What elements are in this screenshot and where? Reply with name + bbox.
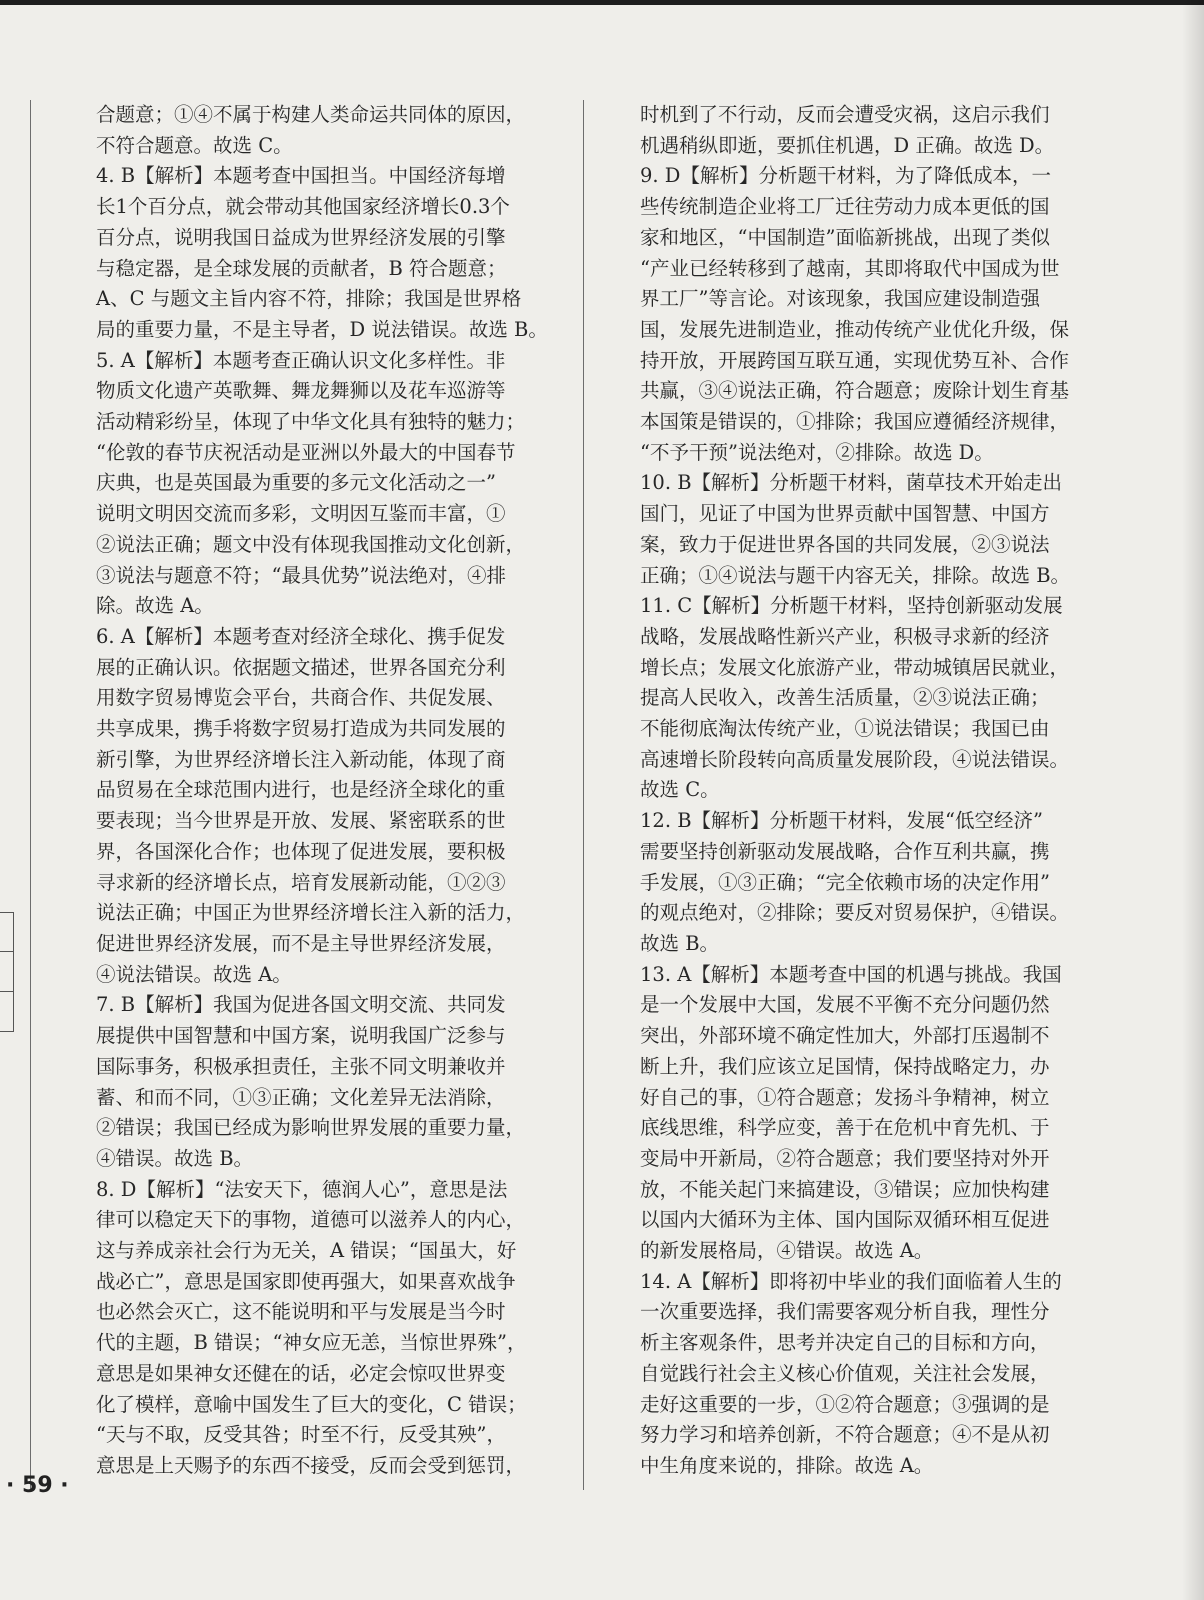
text-line: 正确；①④说法与题干内容无关，排除。故选 B。 — [640, 563, 1071, 587]
column-divider — [583, 100, 584, 1490]
text-line: 寻求新的经济增长点，培育发展新动能，①②③ — [96, 870, 506, 894]
text-line: 故选 C。 — [640, 778, 720, 802]
text-line: 5. A【解析】本题考查正确认识文化多样性。非 — [96, 348, 506, 372]
text-line: 案，致力于促进世界各国的共同发展，②③说法 — [640, 532, 1050, 556]
text-line: 14. A【解析】即将初中毕业的我们面临着人生的 — [640, 1269, 1062, 1293]
text-line: 战必亡”，意思是国家即使再强大，如果喜欢战争 — [96, 1269, 516, 1293]
text-line: 7. B【解析】我国为促进各国文明交流、共同发 — [96, 993, 506, 1017]
text-line: 物质文化遗产英歌舞、舞龙舞狮以及花车巡游等 — [96, 379, 506, 403]
text-line: 局的重要力量，不是主导者，D 说法错误。故选 B。 — [96, 317, 548, 341]
text-line: ③说法与题意不符；“最具优势”说法绝对，④排 — [96, 563, 506, 587]
text-line: 化了模样，意喻中国发生了巨大的变化，C 错误； — [96, 1392, 527, 1416]
text-line: 促进世界经济发展，而不是主导世界经济发展， — [96, 931, 506, 955]
text-line: 说明文明因交流而多彩，文明因互鉴而丰富，① — [96, 502, 506, 526]
text-line: 品贸易在全球范围内进行，也是经济全球化的重 — [96, 778, 506, 802]
text-line: 代的主题，B 错误；“神女应无恙，当惊世界殊”， — [96, 1331, 527, 1355]
text-line: 活动精彩纷呈，体现了中华文化具有独特的魅力； — [96, 410, 526, 434]
text-line: 意思是如果神女还健在的话，必定会惊叹世界变 — [96, 1361, 506, 1385]
text-line: 与稳定器，是全球发展的贡献者，B 符合题意； — [96, 256, 507, 280]
text-line: 好自己的事，①符合题意；发扬斗争精神，树立 — [640, 1085, 1050, 1109]
text-line: 13. A【解析】本题考查中国的机遇与挑战。我国 — [640, 962, 1062, 986]
text-line: 界工厂”等言论。对该现象，我国应建设制造强 — [640, 287, 1040, 311]
text-line: 长1个百分点，就会带动其他国家经济增长0.3个 — [96, 195, 510, 219]
text-line: 新引擎，为世界经济增长注入新动能，体现了商 — [96, 747, 506, 771]
text-line: 6. A【解析】本题考查对经济全球化、携手促发 — [96, 624, 506, 648]
text-line: 本国策是错误的，①排除；我国应遵循经济规律， — [640, 410, 1070, 434]
text-line: 合题意；①④不属于构建人类命运共同体的原因， — [96, 103, 526, 126]
text-line: 的新发展格局，④错误。故选 A。 — [640, 1239, 934, 1263]
text-line: 努力学习和培养创新，不符合题意；④不是从初 — [640, 1423, 1050, 1447]
text-line: 一次重要选择，我们需要客观分析自我，理性分 — [640, 1300, 1050, 1324]
text-line: 增长点；发展文化旅游产业，带动城镇居民就业， — [640, 655, 1070, 679]
text-line: 自觉践行社会主义核心价值观，关注社会发展， — [640, 1361, 1050, 1385]
text-line: 要表现；当今世界是开放、发展、紧密联系的世 — [96, 809, 506, 833]
left-answer-column — [96, 100, 552, 1482]
text-line: ④错误。故选 B。 — [96, 1146, 254, 1170]
right-answer-column — [640, 100, 1096, 1482]
text-line: 战略，发展战略性新兴产业，积极寻求新的经济 — [640, 624, 1050, 648]
text-line: 律可以稳定天下的事物，道德可以滋养人的内心， — [96, 1208, 526, 1232]
text-line: 中生角度来说的，排除。故选 A。 — [640, 1453, 934, 1477]
text-line: 不符合题意。故选 C。 — [96, 133, 293, 157]
text-line: 是一个发展中大国，发展不平衡不充分问题仍然 — [640, 993, 1050, 1017]
text-line: 除。故选 A。 — [96, 594, 214, 618]
text-line: 以国内大循环为主体、国内国际双循环相互促进 — [640, 1208, 1050, 1232]
text-line: 4. B【解析】本题考查中国担当。中国经济每增 — [96, 164, 506, 188]
text-line: 用数字贸易博览会平台，共商合作、共促发展、 — [96, 686, 506, 710]
text-line: 提高人民收入，改善生活质量，②③说法正确； — [640, 686, 1050, 710]
text-line: 9. D【解析】分析题干材料，为了降低成本，一 — [640, 164, 1051, 188]
text-line: 持开放，开展跨国互联互通，实现优势互补、合作 — [640, 348, 1070, 372]
text-line: 高速增长阶段转向高质量发展阶段，④说法错误。 — [640, 747, 1070, 771]
text-line: 百分点，说明我国日益成为世界经济发展的引擎 — [96, 225, 506, 249]
text-line: 8. D【解析】“法安天下，德润人心”，意思是法 — [96, 1177, 508, 1201]
text-line: 国门，见证了中国为世界贡献中国智慧、中国方 — [640, 502, 1050, 526]
text-line: 国，发展先进制造业，推动传统产业优化升级，保 — [640, 317, 1070, 341]
text-line: 也必然会灭亡，这不能说明和平与发展是当今时 — [96, 1300, 506, 1324]
scan-top-edge — [0, 0, 1204, 5]
text-line: 11. C【解析】分析题干材料，坚持创新驱动发展 — [640, 594, 1063, 618]
text-line: 展提供中国智慧和中国方案，说明我国广泛参与 — [96, 1024, 506, 1048]
text-line: 变局中开新局，②符合题意；我们要坚持对外开 — [640, 1146, 1050, 1170]
text-line: 意思是上天赐予的东西不接受，反而会受到惩罚， — [96, 1453, 526, 1477]
text-line: 放，不能关起门来搞建设，③错误；应加快构建 — [640, 1177, 1050, 1201]
text-line: 共赢，③④说法正确，符合题意；废除计划生育基 — [640, 379, 1070, 403]
text-line: 共享成果，携手将数字贸易打造成为共同发展的 — [96, 717, 506, 741]
left-rule — [30, 100, 31, 1490]
text-line: 机遇稍纵即逝，要抓住机遇，D 正确。故选 D。 — [640, 133, 1055, 157]
text-line: 这与养成亲社会行为无关，A 错误；“国虽大，好 — [96, 1239, 517, 1263]
text-line: A、C 与题文主旨内容不符，排除；我国是世界格 — [96, 287, 522, 311]
text-line: “伦敦的春节庆祝活动是亚洲以外最大的中国春节 — [96, 440, 516, 464]
text-line: 时机到了不行动，反而会遭受灾祸，这启示我们 — [640, 103, 1050, 126]
text-line: 庆典，也是英国最为重要的多元文化活动之一” — [96, 471, 496, 495]
text-line: 些传统制造企业将工厂迁往劳动力成本更低的国 — [640, 195, 1050, 219]
text-line: 故选 B。 — [640, 931, 720, 955]
text-line: 析主客观条件，思考并决定自己的目标和方向， — [640, 1331, 1050, 1355]
text-line: 需要坚持创新驱动发展战略，合作互利共赢，携 — [640, 839, 1050, 863]
text-line: 展的正确认识。依据题文描述，世界各国充分利 — [96, 655, 506, 679]
text-line: 蓄、和而不同，①③正确；文化差异无法消除， — [96, 1085, 506, 1109]
text-line: 底线思维，科学应变，善于在危机中育先机、于 — [640, 1116, 1050, 1140]
text-line: 说法正确；中国正为世界经济增长注入新的活力， — [96, 901, 526, 925]
text-line: 12. B【解析】分析题干材料，发展“低空经济” — [640, 809, 1043, 833]
text-line: “天与不取，反受其咎；时至不行，反受其殃”， — [96, 1423, 506, 1447]
text-line: “产业已经转移到了越南，其即将取代中国成为世 — [640, 256, 1060, 280]
text-line: 断上升，我们应该立足国情，保持战略定力，办 — [640, 1054, 1050, 1078]
page-number: · 59 · — [6, 1473, 69, 1498]
text-line: 手发展，①③正确；“完全依赖市场的决定作用” — [640, 870, 1050, 894]
left-edge-table-fragment — [0, 912, 14, 1032]
text-line: 家和地区，“中国制造”面临新挑战，出现了类似 — [640, 225, 1050, 249]
text-line: “不予干预”说法绝对，②排除。故选 D。 — [640, 440, 994, 464]
scan-right-shadow — [1182, 0, 1204, 1600]
text-line: 不能彻底淘汰传统产业，①说法错误；我国已由 — [640, 717, 1050, 741]
text-line: 的观点绝对，②排除；要反对贸易保护，④错误。 — [640, 901, 1070, 925]
text-line: 突出，外部环境不确定性加大，外部打压遏制不 — [640, 1024, 1050, 1048]
text-line: ②说法正确；题文中没有体现我国推动文化创新， — [96, 532, 526, 556]
text-line: 10. B【解析】分析题干材料，菌草技术开始走出 — [640, 471, 1063, 495]
text-line: ④说法错误。故选 A。 — [96, 962, 292, 986]
text-line: 国际事务，积极承担责任，主张不同文明兼收并 — [96, 1054, 506, 1078]
text-line: 走好这重要的一步，①②符合题意；③强调的是 — [640, 1392, 1050, 1416]
text-line: ②错误；我国已经成为影响世界发展的重要力量， — [96, 1116, 526, 1140]
text-line: 界，各国深化合作；也体现了促进发展，要积极 — [96, 839, 506, 863]
